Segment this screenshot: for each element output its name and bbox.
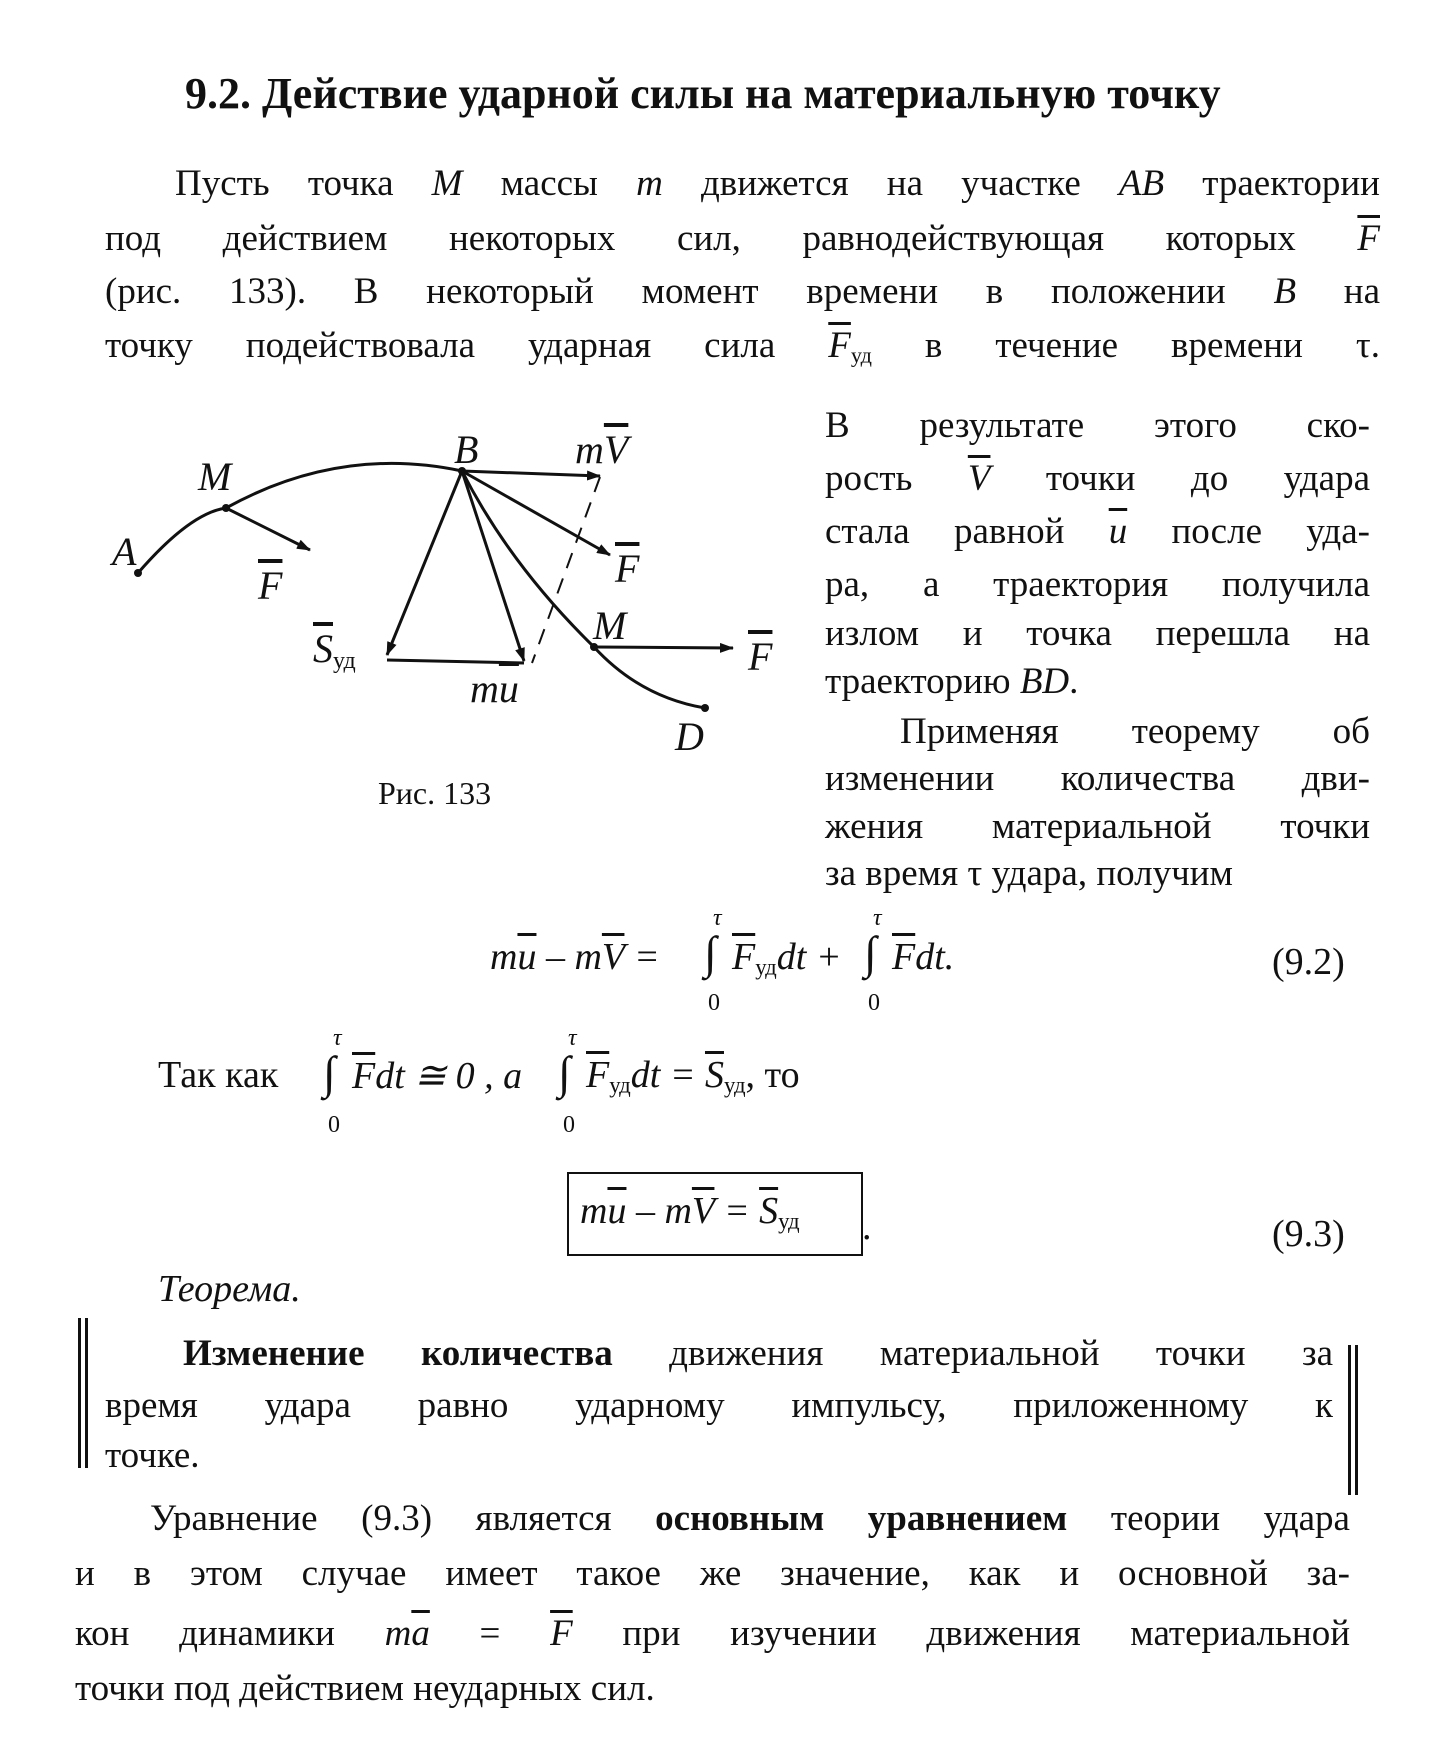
intro-line-4: точку подействовала ударная сила $\overline{F}_{уд}$ в течение времени τ. [105,325,1380,368]
right-line-5: излом и точка перешла на [825,613,1370,654]
eq92-int1-sign: ∫ [704,927,717,978]
theorem-label: Теорема. [158,1268,301,1310]
since-int2-lower: 0 [563,1112,575,1138]
eq92-int2-upper: τ [873,905,882,931]
eq92-int2-sign: ∫ [864,927,877,978]
equation-9-2-term1: $\overline{F}_{уд}dt$ + [732,936,842,980]
label-d: D [675,714,704,759]
label-s-ud: $\overline{S}_{уд}$ [313,626,356,674]
final-line-3: кон динамики $m\overline{a} = \overline{F}$ при изучении движения материальной [75,1613,1350,1654]
final-line-2: и в этом случае имеет такое же значение, как и основной за- [75,1553,1350,1594]
right-line-6: траекторию BD. [825,661,1079,702]
theorem-line-1: Изменение количества движения материальной точки за [183,1333,1333,1374]
right-line-4: ра, а траектория получила [825,564,1370,605]
right-line-3: стала равной $\overline{u}$ после уда- [825,511,1370,552]
figure-caption: Рис. 133 [378,775,492,811]
section-title: 9.2. Действие ударной силы на материальную точку [185,69,1221,118]
equation-9-3: $m\overline{u} - m\overline{V} = \overline{S}_{уд}$ [580,1190,800,1234]
label-b: B [454,427,479,472]
since-int1-lower: 0 [328,1112,340,1138]
right-line-1: В результате этого ско- [825,405,1370,446]
since-text: Так как [158,1054,279,1096]
since-int2-sign: ∫ [558,1047,571,1098]
theorem-bar-right-2 [1355,1345,1358,1495]
right-p2-line-2: изменении количества дви- [825,758,1370,799]
label-f1: $\overline{F}$ [258,563,283,608]
theorem-bar-right-1 [1348,1345,1351,1495]
equation-9-3-number: (9.3) [1272,1213,1345,1255]
arrow-s-ud [387,471,462,655]
line-s-to-mu [387,660,524,663]
final-line-1: Уравнение (9.3) является основным уравнением теории удара [150,1498,1350,1539]
right-p2-line-1: Применяя теорему об [900,711,1370,752]
theorem-line-3: точке. [105,1435,200,1476]
theorem-bar-left-2 [85,1318,88,1468]
right-p2-line-4: за время τ удара, получим [825,853,1233,894]
point-d [701,704,709,712]
since-int1-body: $\overline{F}dt$ ≅ 0 , а [352,1055,523,1097]
equation-9-2-lhs: $m\overline{u} - m\overline{V}$ = [490,936,660,978]
dashed-line [532,477,600,663]
since-int2-body: $\overline{F}_{уд}dt = \overline{S}_{уд}$, то [586,1054,800,1098]
since-int1-upper: τ [333,1025,342,1051]
trajectory-ab [138,463,462,573]
final-line-4: точки под действием неударных сил. [75,1668,655,1709]
eq92-int1-upper: τ [713,905,722,931]
theorem-line-2: время удара равно ударному импульсу, приложенному к [105,1385,1333,1426]
label-mv: $m\overline{V}$ [575,427,629,472]
right-p2-line-3: жения материальной точки [825,806,1370,847]
since-int2-upper: τ [568,1025,577,1051]
equation-9-2-term2: $\overline{F}dt$. [892,936,955,978]
label-f2: $\overline{F}$ [615,546,640,591]
intro-line-1: Пусть точка M массы m движется на участке AB траектории [175,163,1380,204]
arrow-f-at-m1 [226,508,310,550]
equation-9-2-number: (9.2) [1272,941,1345,983]
label-mu: $m\overline{u}$ [470,666,519,711]
label-m1: M [198,454,232,499]
label-f3: $\overline{F}$ [748,634,773,679]
right-line-2: рость $\overline{V}$ точки до удара [825,458,1371,499]
eq92-int2-lower: 0 [868,990,880,1016]
intro-line-2: под действием некоторых сил, равнодействующая которых $\overline{F}$ [105,218,1380,259]
eq92-int1-lower: 0 [708,990,720,1016]
label-m2: M [593,603,627,648]
equation-9-3-dot: . [862,1206,872,1248]
since-int1-sign: ∫ [323,1047,336,1098]
theorem-bar-left-1 [78,1318,81,1468]
label-a: A [112,529,137,574]
intro-line-3: (рис. 133). В некоторый момент времени в положении B на [105,271,1380,312]
